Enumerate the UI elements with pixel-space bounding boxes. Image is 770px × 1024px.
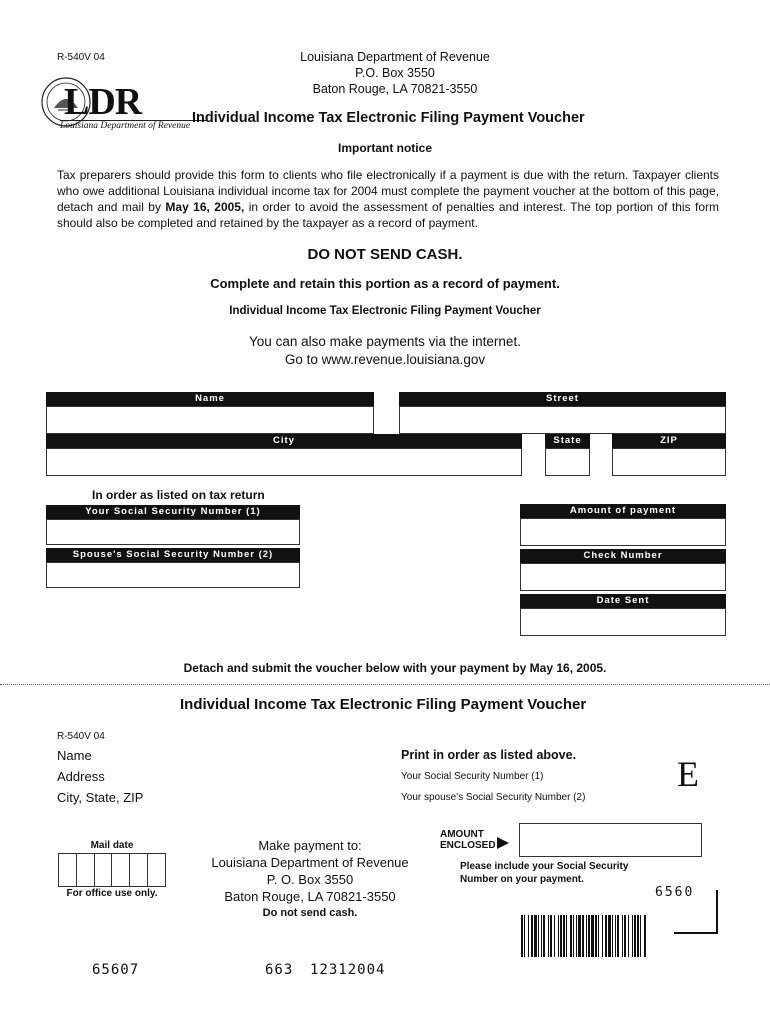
street-label: Street [399, 392, 726, 406]
amount-enclosed-line-2: ENCLOSED [440, 840, 496, 851]
amount-field[interactable] [520, 518, 726, 546]
date-sent-field[interactable] [520, 608, 726, 636]
agency-pobox: P.O. Box 3550 [355, 66, 435, 80]
voucher-ssn1-label: Your Social Security Number (1) [401, 771, 544, 782]
check-number-field[interactable] [520, 563, 726, 591]
notice-text-b: in order to avoid the assessment of penalties and interest. The top portion of this form should also be completed and retained by the taxpayer as a record of payment. [57, 200, 719, 230]
important-notice-heading: Important notice [337, 141, 432, 155]
detach-instruction: Detach and submit the voucher below with your payment by May 16, 2005. [183, 661, 607, 675]
zip-label: ZIP [612, 434, 726, 448]
name-field[interactable] [46, 406, 374, 434]
ocr-code-mid: 663 [265, 962, 294, 978]
check-number-label: Check Number [520, 549, 726, 563]
internet-line-1: You can also make payments via the internet. [249, 334, 521, 349]
include-ssn-line-1: Please include your Social Security [460, 861, 629, 872]
page-title: Individual Income Tax Electronic Filing Payment Voucher [192, 110, 585, 126]
detach-line [0, 684, 770, 685]
notice-deadline: May 16, 2005, [165, 200, 245, 214]
amount-enclosed-field[interactable] [519, 823, 702, 857]
amount-label: Amount of payment [520, 504, 726, 518]
corner-mark [674, 890, 718, 934]
amount-enclosed-line-1: AMOUNT [440, 829, 484, 840]
city-label: City [46, 434, 522, 448]
include-ssn-note [460, 860, 628, 886]
pay-to-agency: Louisiana Department of Revenue [211, 855, 409, 870]
amount-enclosed-label [440, 829, 496, 851]
logo-caption: Louisiana Department of Revenue [60, 120, 206, 131]
state-label: State [545, 434, 590, 448]
street-field[interactable] [399, 406, 726, 434]
ocr-code-left: 65607 [92, 962, 140, 978]
internet-line-2: Go to www.revenue.louisiana.gov [284, 352, 486, 367]
notice-paragraph [57, 167, 719, 231]
mail-date-cell[interactable] [59, 854, 77, 886]
ocr-code-date: 12312004 [310, 962, 386, 978]
ssn1-field[interactable] [46, 519, 300, 545]
mail-date-grid[interactable] [58, 853, 166, 887]
pay-to-heading: Make payment to: [258, 838, 362, 853]
agency-city: Baton Rouge, LA 70821-3550 [312, 82, 478, 96]
name-label: Name [46, 392, 374, 406]
state-field[interactable] [545, 448, 590, 476]
voucher-city-label: City, State, ZIP [57, 790, 144, 805]
ssn1-label: Your Social Security Number (1) [46, 505, 300, 519]
no-cash-warning: DO NOT SEND CASH. [307, 246, 463, 263]
ssn2-label: Spouse's Social Security Number (2) [46, 548, 300, 562]
order-note: In order as listed on tax return [92, 488, 265, 502]
voucher-type-letter: E [677, 754, 699, 794]
form-code: R-540V 04 [57, 52, 105, 63]
voucher-address-label: Address [57, 769, 105, 784]
print-order-note: Print in order as listed above. [401, 748, 577, 762]
voucher-no-cash: Do not send cash. [262, 907, 358, 919]
city-field[interactable] [46, 448, 522, 476]
retain-instruction: Complete and retain this portion as a record of payment. [210, 276, 560, 291]
include-ssn-line-2: Number on your payment. [460, 874, 584, 885]
zip-field[interactable] [612, 448, 726, 476]
pay-to-city: Baton Rouge, LA 70821-3550 [224, 889, 396, 904]
mail-date-label: Mail date [90, 840, 134, 851]
mail-date-cell[interactable] [130, 854, 148, 886]
office-use-label: For office use only. [66, 888, 158, 899]
agency-name: Louisiana Department of Revenue [300, 50, 490, 64]
notice-text-a: Tax preparers should provide this form to clients who file electronically if a payment is due with the return. Taxpayer clients who owe additional Louisiana individual income tax for 2004 must complete the payment voucher at the bottom of this page, detach and mail by [57, 168, 719, 214]
voucher-form-code: R-540V 04 [57, 731, 105, 742]
mail-date-cell[interactable] [77, 854, 95, 886]
voucher-name-label: Name [57, 748, 92, 763]
agency-address [250, 49, 540, 97]
mail-date-cell[interactable] [112, 854, 130, 886]
arrow-right-icon [496, 836, 510, 850]
pay-to-pobox: P. O. Box 3550 [266, 872, 354, 887]
date-sent-label: Date Sent [520, 594, 726, 608]
ssn2-field[interactable] [46, 562, 300, 588]
pay-to-block [200, 837, 420, 922]
logo-letters: LDR [64, 81, 142, 123]
section-subtitle: Individual Income Tax Electronic Filing Payment Voucher [229, 305, 541, 317]
mail-date-cell[interactable] [148, 854, 165, 886]
ldr-logo [40, 76, 190, 132]
mail-date-cell[interactable] [95, 854, 113, 886]
code-6560: 6560 [655, 885, 695, 900]
internet-note [0, 333, 770, 369]
barcode [521, 915, 646, 957]
voucher-title: Individual Income Tax Electronic Filing Payment Voucher [180, 696, 587, 713]
voucher-ssn2-label: Your spouse's Social Security Number (2) [401, 792, 586, 803]
